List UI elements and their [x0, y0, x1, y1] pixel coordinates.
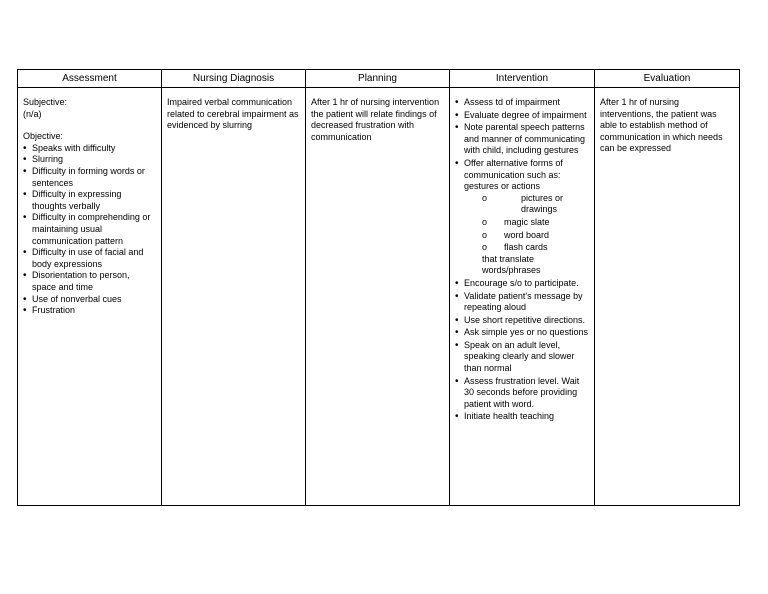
objective-item: • Difficulty in forming words or sentences [23, 166, 156, 189]
intervention-item: • Validate patient's message by repeating aloud [455, 291, 589, 314]
objective-item: • Use of nonverbal cues [23, 294, 156, 306]
objective-item: • Frustration [23, 305, 156, 317]
header-intervention: Intervention [450, 70, 595, 88]
header-row [18, 70, 740, 88]
sub-item [464, 193, 589, 216]
evaluation-cell [595, 88, 740, 506]
header-assessment: Assessment [18, 70, 162, 88]
sub-item-text: pictures or drawings [521, 192, 564, 215]
objective-item: • Slurring [23, 154, 156, 166]
objective-item: • Speaks with difficulty [23, 143, 156, 155]
intervention-item: • Assess td of impairment [455, 97, 589, 109]
header-evaluation: Evaluation [595, 70, 740, 88]
alternative-forms-sublist [464, 193, 589, 254]
circle-bullet-icon: o [482, 229, 488, 240]
objective-list [23, 143, 156, 317]
intervention-item: • Assess frustration level. Wait 30 seconds before providing patient with word. [455, 376, 589, 411]
objective-section [23, 131, 156, 317]
header-planning: Planning [306, 70, 450, 88]
objective-item: • Difficulty in use of facial and body expressions [23, 247, 156, 270]
circle-bullet-icon: o [482, 242, 488, 253]
sub-item [464, 230, 589, 242]
intervention-list [455, 97, 589, 423]
subjective-value: (n/a) [23, 108, 42, 119]
objective-item: • Disorientation to person, space and time [23, 270, 156, 293]
evaluation-text: After 1 hr of nursing interventions, the patient was able to establish method of communication in which needs can be expressed [600, 97, 723, 154]
intervention-item: • Speak on an adult level, speaking clearly and slower than normal [455, 340, 589, 375]
planning-text: After 1 hr of nursing intervention the patient will relate findings of decreased frustration with communication [311, 97, 440, 142]
diagnosis-text: Impaired verbal communication related to cerebral impairment as evidenced by slurring [167, 97, 299, 131]
planning-cell [306, 88, 450, 506]
intervention-item: • Note parental speech patterns and manner of communicating with child, including gestures [455, 122, 589, 157]
sub-item-text: magic slate [504, 216, 550, 227]
subjective-label: Subjective: [23, 97, 68, 107]
nursing-care-plan-table [17, 69, 740, 506]
assessment-cell [18, 88, 162, 506]
circle-bullet-icon: o [482, 192, 488, 203]
header-nursing-diagnosis: Nursing Diagnosis [162, 70, 306, 88]
intervention-item: • Evaluate degree of impairment [455, 110, 589, 122]
diagnosis-cell [162, 88, 306, 506]
intervention-item: • Use short repetitive directions. [455, 315, 589, 327]
body-row [18, 88, 740, 506]
intervention-item-text: Offer alternative forms of communication such as: gestures or actions [464, 157, 563, 192]
intervention-cell [450, 88, 595, 506]
subjective-section [23, 97, 156, 120]
objective-label: Objective: [23, 131, 64, 142]
sub-item-text: word board [504, 229, 550, 240]
intervention-item: • Ask simple yes or no questions [455, 327, 589, 339]
objective-item: • Difficulty in expressing thoughts verbally [23, 189, 156, 212]
sub-item [464, 217, 589, 229]
intervention-item-alternative-forms [455, 158, 589, 277]
sub-item-text: flash cards [504, 242, 548, 253]
intervention-item: • Initiate health teaching [455, 411, 589, 423]
objective-item: • Difficulty in comprehending or maintaining usual communication pattern [23, 212, 156, 247]
sub-tail-text: that translate words/phrases [482, 253, 541, 276]
sub-item [464, 242, 589, 254]
intervention-item: • Encourage s/o to participate. [455, 278, 589, 290]
circle-bullet-icon: o [482, 216, 488, 227]
